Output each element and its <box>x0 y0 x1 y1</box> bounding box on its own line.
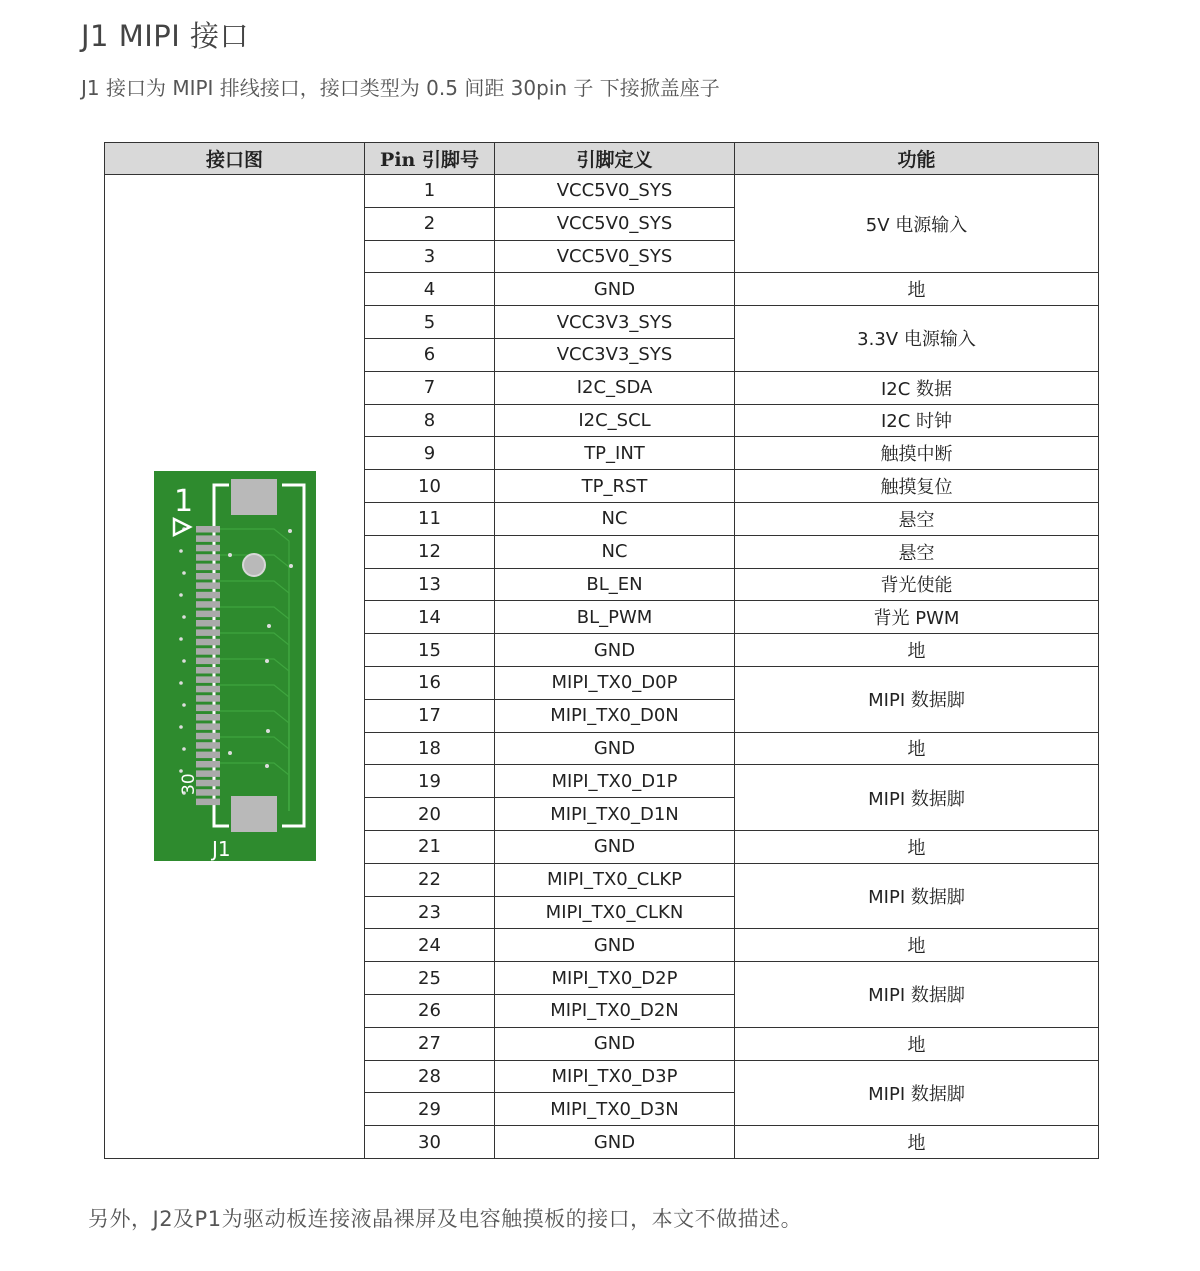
pin-pad <box>196 611 220 618</box>
via-dot <box>228 553 232 557</box>
pin-definition-cell: MIPI_TX0_D2N <box>495 994 735 1027</box>
pin-number-cell: 16 <box>365 666 495 699</box>
function-cell: 地 <box>735 732 1099 765</box>
via-dot <box>266 729 270 733</box>
pin-definition-cell: VCC5V0_SYS <box>495 207 735 240</box>
pin-pad <box>196 573 220 580</box>
table-body <box>105 175 1099 1159</box>
table-header-row <box>105 143 1099 175</box>
pin-pad <box>196 620 220 627</box>
pin-number-cell: 10 <box>365 470 495 503</box>
function-cell: MIPI 数据脚 <box>735 962 1099 1028</box>
function-cell: 背光 PWM <box>735 601 1099 634</box>
pin-pad <box>196 733 220 740</box>
pin-number-cell: 19 <box>365 765 495 798</box>
header-pin-number: Pin 引脚号 <box>365 143 495 175</box>
function-cell: MIPI 数据脚 <box>735 666 1099 732</box>
pin-number-cell: 8 <box>365 404 495 437</box>
pin-pad <box>196 583 220 590</box>
pin-pad <box>196 526 220 533</box>
pin-definition-cell: MIPI_TX0_D0N <box>495 699 735 732</box>
pcb-connector-image <box>154 471 316 861</box>
function-cell: 地 <box>735 273 1099 306</box>
pin-table <box>104 142 1099 1159</box>
pin-pad <box>196 555 220 562</box>
via-dot <box>265 764 269 768</box>
page-title: J1 MIPI 接口 <box>81 19 250 53</box>
pin-definition-cell: GND <box>495 1126 735 1159</box>
pin-definition-cell: MIPI_TX0_D0P <box>495 666 735 699</box>
pin-pad <box>196 780 220 787</box>
pin30-label: 30 <box>178 773 199 796</box>
pin-pad <box>196 639 220 646</box>
pin-definition-cell: VCC5V0_SYS <box>495 175 735 208</box>
via-dot <box>182 704 186 708</box>
function-cell: 触摸中断 <box>735 437 1099 470</box>
pin-number-cell: 3 <box>365 240 495 273</box>
function-cell: 3.3V 电源输入 <box>735 306 1099 372</box>
pin-pad <box>196 771 220 778</box>
pin-number-cell: 5 <box>365 306 495 339</box>
function-cell: 悬空 <box>735 502 1099 535</box>
pin-number-cell: 28 <box>365 1060 495 1093</box>
via-dot <box>179 594 183 598</box>
via-dot <box>179 550 183 554</box>
header-pin-definition: 引脚定义 <box>495 143 735 175</box>
ref-designator-label: J1 <box>211 837 231 862</box>
function-cell: MIPI 数据脚 <box>735 765 1099 831</box>
function-cell: 悬空 <box>735 535 1099 568</box>
function-cell: 5V 电源输入 <box>735 175 1099 273</box>
via-dot <box>265 659 269 663</box>
pin-pad <box>196 714 220 721</box>
mounting-hole <box>243 554 265 576</box>
pin-number-cell: 26 <box>365 994 495 1027</box>
pin-number-cell: 20 <box>365 798 495 831</box>
function-cell: I2C 时钟 <box>735 404 1099 437</box>
pin-pad <box>196 677 220 684</box>
pin-definition-cell: MIPI_TX0_CLKN <box>495 896 735 929</box>
header-interface-image: 接口图 <box>105 143 365 175</box>
function-cell: MIPI 数据脚 <box>735 863 1099 929</box>
pin-pad <box>196 667 220 674</box>
header-function: 功能 <box>735 143 1099 175</box>
pin-pad <box>196 743 220 750</box>
pin-number-cell: 21 <box>365 830 495 863</box>
pin-pad <box>196 545 220 552</box>
pin-pad <box>196 790 220 797</box>
pin-pad <box>196 630 220 637</box>
pin-definition-cell: GND <box>495 634 735 667</box>
pin-definition-cell: BL_EN <box>495 568 735 601</box>
pin-pad <box>196 724 220 731</box>
pin-definition-cell: TP_RST <box>495 470 735 503</box>
pin1-label: 1 <box>173 484 193 520</box>
pin-number-cell: 6 <box>365 338 495 371</box>
via-dot <box>289 564 293 568</box>
via-dot <box>179 682 183 686</box>
function-cell: 地 <box>735 1126 1099 1159</box>
pin-number-cell: 9 <box>365 437 495 470</box>
via-dot <box>179 726 183 730</box>
function-cell: 触摸复位 <box>735 470 1099 503</box>
pin-definition-cell: GND <box>495 732 735 765</box>
via-dot <box>288 529 292 533</box>
pin-number-cell: 13 <box>365 568 495 601</box>
pin-definition-cell: GND <box>495 929 735 962</box>
pin-definition-cell: NC <box>495 535 735 568</box>
via-dot <box>228 751 232 755</box>
via-dot <box>179 638 183 642</box>
function-cell: 地 <box>735 929 1099 962</box>
pin-definition-cell: MIPI_TX0_D1N <box>495 798 735 831</box>
pin-number-cell: 18 <box>365 732 495 765</box>
mount-pad-bottom <box>231 796 277 832</box>
pin-pad <box>196 752 220 759</box>
footer-note: 另外，J2及P1为驱动板连接液晶裸屏及电容触摸板的接口，本文不做描述。 <box>88 1207 803 1231</box>
pin-number-cell: 17 <box>365 699 495 732</box>
pin-number-cell: 7 <box>365 371 495 404</box>
page-subtitle: J1 接口为 MIPI 排线接口，接口类型为 0.5 间距 30pin 子 下接掀盖座子 <box>81 76 720 100</box>
pin-number-cell: 25 <box>365 962 495 995</box>
pin-definition-cell: I2C_SCL <box>495 404 735 437</box>
pin-number-cell: 30 <box>365 1126 495 1159</box>
pin-pad <box>196 564 220 571</box>
pin-definition-cell: VCC3V3_SYS <box>495 306 735 339</box>
pin-definition-cell: I2C_SDA <box>495 371 735 404</box>
via-dot <box>182 660 186 664</box>
pin-pad <box>196 658 220 665</box>
via-dot <box>182 748 186 752</box>
pin-number-cell: 1 <box>365 175 495 208</box>
pin-number-cell: 29 <box>365 1093 495 1126</box>
pin-pad <box>196 705 220 712</box>
pin-pad <box>196 536 220 543</box>
pin-number-cell: 4 <box>365 273 495 306</box>
pin-definition-cell: GND <box>495 273 735 306</box>
pin-pad <box>196 761 220 768</box>
pin-definition-cell: MIPI_TX0_CLKP <box>495 863 735 896</box>
interface-image-cell <box>105 175 365 1159</box>
function-cell: 地 <box>735 634 1099 667</box>
pin-number-cell: 11 <box>365 502 495 535</box>
pin-number-cell: 24 <box>365 929 495 962</box>
pin-pad <box>196 649 220 656</box>
via-dot <box>182 616 186 620</box>
pin-number-cell: 15 <box>365 634 495 667</box>
function-cell: I2C 数据 <box>735 371 1099 404</box>
pin-definition-cell: TP_INT <box>495 437 735 470</box>
pin-number-cell: 12 <box>365 535 495 568</box>
pin-number-cell: 27 <box>365 1027 495 1060</box>
pin-definition-cell: MIPI_TX0_D3N <box>495 1093 735 1126</box>
pin-definition-cell: MIPI_TX0_D2P <box>495 962 735 995</box>
function-cell: 地 <box>735 1027 1099 1060</box>
function-cell: 背光使能 <box>735 568 1099 601</box>
pin-pad <box>196 686 220 693</box>
function-cell: MIPI 数据脚 <box>735 1060 1099 1126</box>
pin-definition-cell: GND <box>495 1027 735 1060</box>
pin-pad <box>196 696 220 703</box>
pin-pad <box>196 799 220 806</box>
function-cell: 地 <box>735 830 1099 863</box>
pin-number-cell: 23 <box>365 896 495 929</box>
pin-definition-cell: BL_PWM <box>495 601 735 634</box>
pin-number-cell: 22 <box>365 863 495 896</box>
via-dot <box>182 572 186 576</box>
pin-number-cell: 14 <box>365 601 495 634</box>
pin-pad <box>196 602 220 609</box>
via-dot <box>179 770 183 774</box>
mount-pad-top <box>231 479 277 515</box>
pin-definition-cell: MIPI_TX0_D3P <box>495 1060 735 1093</box>
pin-pad <box>196 592 220 599</box>
pin-definition-cell: MIPI_TX0_D1P <box>495 765 735 798</box>
table-row <box>105 175 1099 208</box>
pin-definition-cell: VCC5V0_SYS <box>495 240 735 273</box>
pin-definition-cell: VCC3V3_SYS <box>495 338 735 371</box>
pin-number-cell: 2 <box>365 207 495 240</box>
pin-definition-cell: GND <box>495 830 735 863</box>
pin-definition-cell: NC <box>495 502 735 535</box>
via-dot <box>267 624 271 628</box>
